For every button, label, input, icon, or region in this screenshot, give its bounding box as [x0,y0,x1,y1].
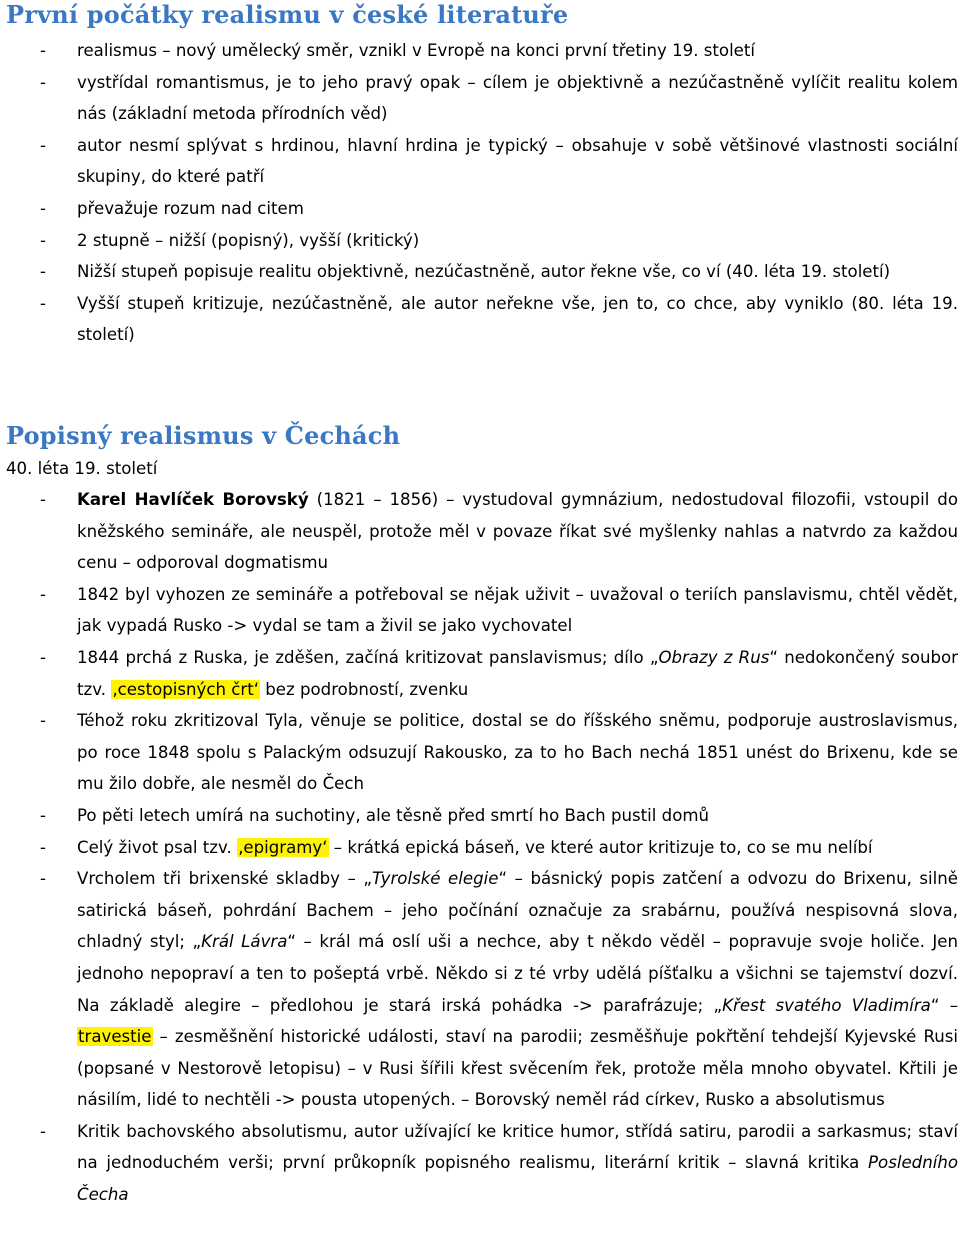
list-item: - Vyšší stupeň kritizuje, nezúčastněně, ale autor neřekne vše, jen to, co chce, aby vyniklo (80. léta 19. století) [40,293,958,345]
list-item-text: 1842 byl vyhozen ze semináře a potřeboval se nějak uživit – uvažoval o teriích panslavismu, chtěl vědět, jak vypadá Rusko -> vydal se tam a živil se jako vychovatel [77,584,958,636]
havlicek-list [6,484,958,1211]
highlighted-term: ‚cestopisných črt‘ [112,679,259,699]
work-title: Tyrolské elegie [371,869,499,889]
list-item: - 2 stupně – nižší (popisný), vyšší (kritický) [40,230,420,250]
list-item-text: (1821 – 1856) – vystudoval gymnázium, nedostudoval filozofii, vstoupil do kněžského semináře, ale neuspěl, protože měl v povaze říkat své myšlenky nahlas a natvrdo za každou cenu – odporoval dogmatismu [77,490,958,573]
list-item: - autor nesmí splývat s hrdinou, hlavní hrdina je typický – obsahuje v sobě většinové vlastnosti sociální skupiny, do které patří [40,135,958,187]
list-item-text: Po pěti letech umírá na suchotiny, ale těsně před smrtí ho Bach pustil domů [77,805,710,825]
list-item: - vystřídal romantismus, je to jeho pravý opak – cílem je objektivně a nezúčastněně vylíčit realitu kolem nás (základní metoda přírodních věd) [40,72,958,124]
list-item: - Nižší stupeň popisuje realitu objektivně, nezúčastněně, autor řekne vše, co ví (40. léta 19. století) [40,262,891,282]
list-item-text: “ – [930,995,959,1015]
list-item-text: vystřídal romantismus, je to jeho pravý opak – cílem je objektivně a nezúčastněně vylíčit realitu kolem nás (základní metoda přírodních věd) [77,72,958,124]
list-item-text: Kritik bachovského absolutismu, autor užívající ke kritice humor, střídá satiru, parodii a sarkasmus; staví na jednoduchém verši; první průkopník popisného realismu, literární kritik – slavná kritika [77,1121,958,1173]
list-item-text: Vrcholem tři brixenské skladby – „ [77,869,372,889]
list-item-text: Celý život psal tzv. [77,837,238,857]
list-item: - převažuje rozum nad citem [40,198,304,218]
early-realism-list [6,35,958,351]
list-item-text: – zesměšnění historické události, staví na parodii; zesměšňuje pokřtění tehdejší Kyjevské Rusi (popsané v Nestorově letopisu) – v Rusi šířili křest svěcením řek, protože měla mnoho obyvatel. Křtili je násilím, lidé to nechtěli -> pousta utopených. – Borovský neměl rád církev, Rusko a absolutismus [77,1027,958,1110]
list-item: - Vrcholem tři brixenské skladby – „Tyrolské elegie“ – básnický popis zatčení a odvozu do Brixenu, silně satirická báseň, pohrdání Bachem – jeho počínání označuje za srabárnu, používá nespisovná slova, chladný styl; „Král Lávra“ – král má oslí uši a nechce, aby t někdo věděl – popravuje svoje holiče. Jen jednoho nepopraví a ten to pošeptá vrbě. Někdo si z té vrby udělá píšťalku a všichni se tajemství dozví. Na základě alegire – předlohou je stará irská pohádka -> parafrázuje; „Křest svatého Vladimíra“ – travestie – zesměšnění historické události, staví na parodii; zesměšňuje pokřtění tehdejší Kyjevské Rusi (popsané v Nestorově letopisu) – v Rusi šířili křest svěcením řek, protože měla mnoho obyvatel. Křtili je násilím, lidé to nechtěli -> pousta utopených. – Borovský neměl rád církev, Rusko a absolutismus [40,869,959,1110]
list-item: - Kritik bachovského absolutismu, autor užívající ke kritice humor, střídá satiru, parodii a sarkasmus; staví na jednoduchém verši; první průkopník popisného realismu, literární kritik – slavná kritika Posledního Čecha [40,1121,958,1205]
list-item-text: autor nesmí splývat s hrdinou, hlavní hrdina je typický – obsahuje v sobě většinové vlastnosti sociální skupiny, do které patří [77,135,958,187]
list-item: - 1844 prchá z Ruska, je zděšen, začíná kritizovat panslavismus; dílo „Obrazy z Rus“ nedokončený soubor tzv. ‚cestopisných črt‘ bez podrobností, zvenku [40,647,958,699]
list-item: - Po pěti letech umírá na suchotiny, ale těsně před smrtí ho Bach pustil domů [40,805,710,825]
list-item: - Téhož roku zkritizoval Tyla, věnuje se politice, dostal se do říšského sněmu, podporuje austroslavismus, po roce 1848 spolu s Palackým odsuzují Rakousko, za to ho Bach nechá 1851 unést do Brixenu, kde se mu žilo dobře, ale nesměl do Čech [40,711,958,794]
list-item-text: Vyšší stupeň kritizuje, nezúčastněně, ale autor neřekne vše, jen to, co chce, aby vyniklo (80. léta 19. století) [77,293,958,345]
author-name: Karel Havlíček Borovský [77,490,309,509]
section-subtitle: 40. léta 19. století [6,459,158,478]
list-item-text: “ nedokončený soubor tzv. [77,647,958,699]
list-item-text: Nižší stupeň popisuje realitu objektivně, nezúčastněně, autor řekne vše, co ví (40. léta 19. století) [77,262,891,282]
list-item: - Karel Havlíček Borovský (1821 – 1856) – vystudoval gymnázium, nedostudoval filozofii, vstoupil do kněžského semináře, ale neuspěl, protože měl v povaze říkat své myšlenky nahlas a natvrdo za každou cenu – odporoval dogmatismu [40,490,958,573]
section-heading-early-realism: První počátky realismu v české literatuře [6,0,569,29]
list-item-text: “ – král má oslí uši a nechce, aby t někdo věděl – popravuje svoje holiče. Jen jednoho nepopraví a ten to pošeptá vrbě. Někdo si z té vrby udělá píšťalku a všichni se tajemství dozví. Na základě alegire – předlohou je stará irská pohádka -> parafrázuje; „ [77,932,958,1015]
list-item: - realismus – nový umělecký směr, vznikl v Evropě na konci první třetiny 19. století [40,41,756,60]
list-item-text: 1844 prchá z Ruska, je zděšen, začíná kritizovat panslavismus; dílo „ [77,647,659,667]
list-item-text: – krátká epická báseň, ve které autor kritizuje to, co se mu nelíbí [328,837,873,857]
list-item-text: Téhož roku zkritizoval Tyla, věnuje se politice, dostal se do říšského sněmu, podporuje austroslavismus, po roce 1848 spolu s Palackým odsuzují Rakousko, za to ho Bach nechá 1851 unést do Brixenu, kde se mu žilo dobře, ale nesměl do Čech [77,711,958,794]
list-item-text: bez podrobností, zvenku [260,679,469,699]
highlighted-term: travestie [78,1027,152,1047]
work-title: Obrazy z Rus [658,647,770,667]
list-item: - Celý život psal tzv. ‚epigramy‘ – krátká epická báseň, ve které autor kritizuje to, co se mu nelíbí [40,837,873,857]
work-title: Posledního Čecha [77,1153,958,1205]
list-item-text: převažuje rozum nad citem [77,198,304,218]
list-item-text: “ – básnický popis zatčení a odvozu do Brixenu, silně satirická báseň, pohrdání Bachem – jeho počínání označuje za srabárnu, používá nespisovná slova, chladný styl; „ [77,869,958,952]
list-item-text: 2 stupně – nižší (popisný), vyšší (kritický) [77,230,420,250]
highlighted-term: ‚epigramy‘ [238,837,328,857]
section-heading-descriptive-realism: Popisný realismus v Čechách [6,421,401,450]
list-item-text: realismus – nový umělecký směr, vznikl v Evropě na konci první třetiny 19. století [77,41,756,60]
work-title: Křest svatého Vladimíra [722,995,931,1015]
list-item: - 1842 byl vyhozen ze semináře a potřeboval se nějak uživit – uvažoval o teriích panslavismu, chtěl vědět, jak vypadá Rusko -> vydal se tam a živil se jako vychovatel [40,584,958,636]
work-title: Král Lávra [201,932,288,952]
